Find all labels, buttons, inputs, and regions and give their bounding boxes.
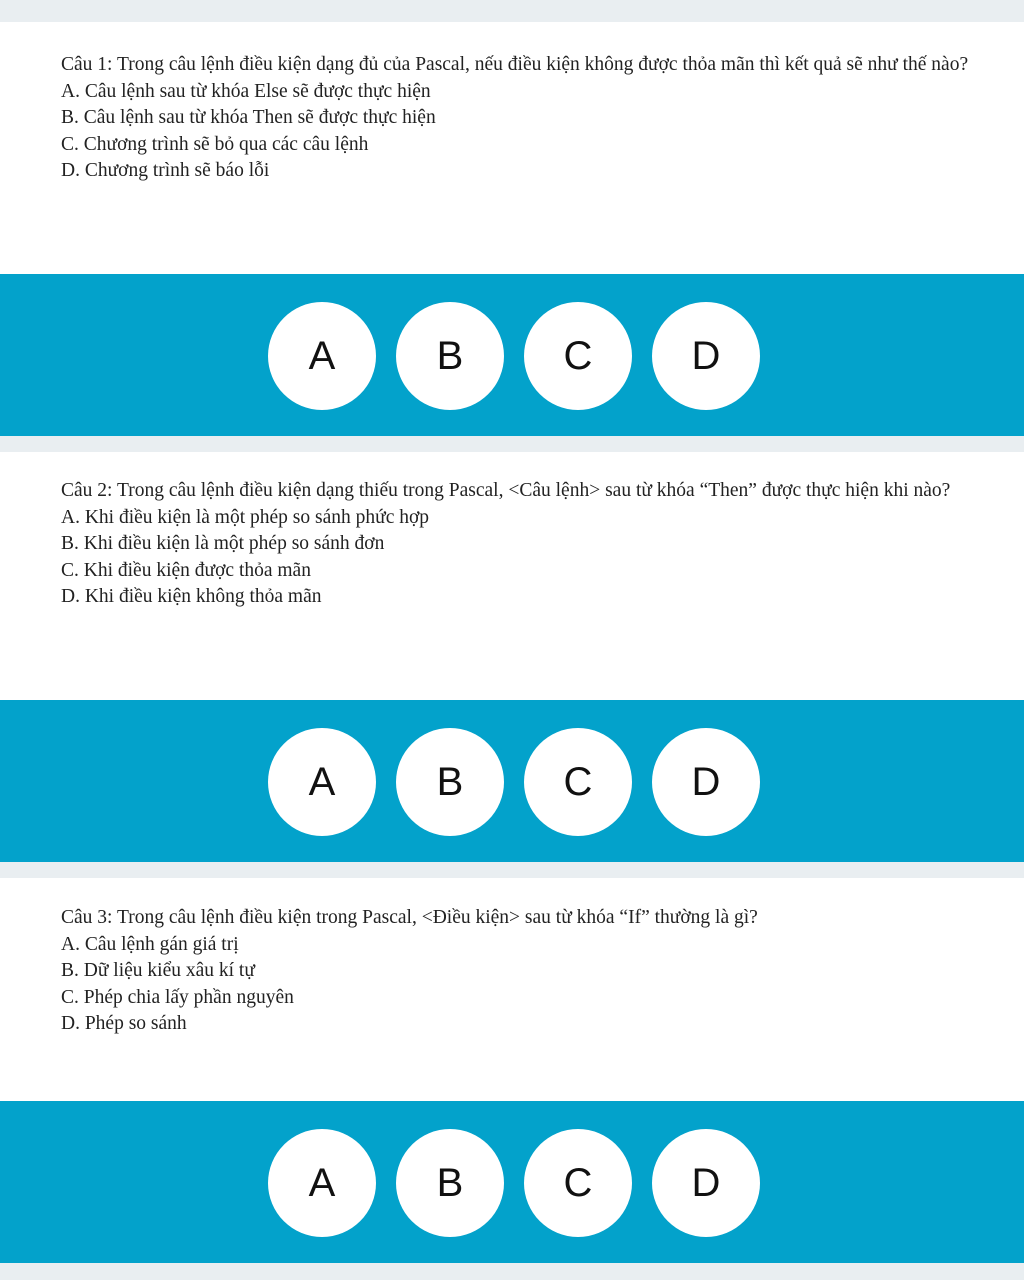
question-card-3 [0, 878, 1024, 1101]
bottom-divider [0, 1263, 1024, 1280]
answer-d-button[interactable]: D [652, 302, 760, 410]
question-card-2 [0, 452, 1024, 700]
answer-b-button[interactable]: B [396, 1129, 504, 1237]
answer-bar-2 [0, 700, 1024, 862]
question-1-text: Câu 1: Trong câu lệnh điều kiện dạng đủ của Pascal, nếu điều kiện không được thỏa mãn thì kết quả sẽ như thế nào? [61, 54, 969, 75]
question-1-option-c: C. Chương trình sẽ bỏ qua các câu lệnh [61, 133, 369, 155]
answer-c-button[interactable]: C [524, 302, 632, 410]
section-divider [0, 436, 1024, 452]
question-3-option-a: A. Câu lệnh gán giá trị [61, 933, 239, 955]
section-divider [0, 862, 1024, 878]
question-3-text: Câu 3: Trong câu lệnh điều kiện trong Pascal, <Điều kiện> sau từ khóa “If” thường là gì? [61, 907, 758, 928]
answer-bar-1 [0, 274, 1024, 436]
question-1 [61, 52, 986, 185]
question-card-1 [0, 22, 1024, 274]
answer-bar-3 [0, 1101, 1024, 1263]
answer-c-button[interactable]: C [524, 728, 632, 836]
answer-d-button[interactable]: D [652, 728, 760, 836]
question-3-option-c: C. Phép chia lấy phần nguyên [61, 986, 294, 1008]
answer-b-button[interactable]: B [396, 728, 504, 836]
question-2-option-b: B. Khi điều kiện là một phép so sánh đơn [61, 533, 385, 554]
top-strip [0, 0, 1024, 22]
answer-a-button[interactable]: A [268, 728, 376, 836]
answer-b-button[interactable]: B [396, 302, 504, 410]
answer-a-button[interactable]: A [268, 302, 376, 410]
question-2-option-c: C. Khi điều kiện được thỏa mãn [61, 559, 311, 581]
question-2 [61, 478, 986, 611]
question-3-option-b: B. Dữ liệu kiểu xâu kí tự [61, 960, 255, 981]
question-1-option-a: A. Câu lệnh sau từ khóa Else sẽ được thực hiện [61, 80, 431, 102]
question-2-text: Câu 2: Trong câu lệnh điều kiện dạng thiếu trong Pascal, <Câu lệnh> sau từ khóa “Then” được thực hiện khi nào? [61, 480, 951, 501]
question-1-option-b: B. Câu lệnh sau từ khóa Then sẽ được thực hiện [61, 107, 436, 128]
question-3 [61, 905, 986, 1038]
question-3-option-d: D. Phép so sánh [61, 1013, 187, 1034]
answer-d-button[interactable]: D [652, 1129, 760, 1237]
answer-a-button[interactable]: A [268, 1129, 376, 1237]
question-1-option-d: D. Chương trình sẽ báo lỗi [61, 160, 270, 181]
answer-c-button[interactable]: C [524, 1129, 632, 1237]
question-2-option-a: A. Khi điều kiện là một phép so sánh phức hợp [61, 506, 430, 528]
question-2-option-d: D. Khi điều kiện không thỏa mãn [61, 586, 322, 607]
